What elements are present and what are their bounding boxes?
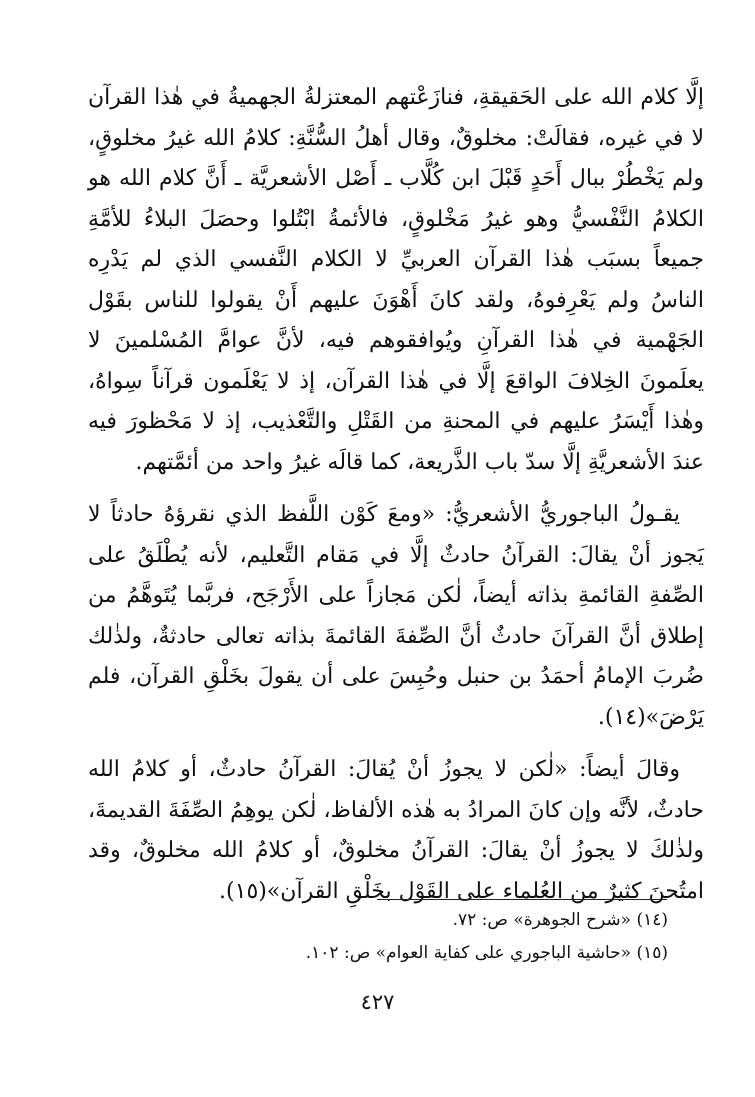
page-number: ٤٢٧ <box>360 990 395 1014</box>
footnote-divider <box>377 899 667 900</box>
paragraph-1: إلَّا كلام الله على الحَقيقةِ، فنازَعْتهم المعتزلةُ الجهميةُ في هٰذا القرآن لا في غيره، فقالَتْ: مخلوقٌ، وقال أهلُ السُّنَّةِ: كلامُ الله غيرُ مخلوقٍ، ولم يَخْطُرْ ببال أَحَدٍ قَبْلَ ابن كُلَّاب ـ أَصْل الأشعريَّة ـ أَنَّ كلام الله هو الكلامُ النَّفْسيُّ وهو غيرُ مَخْلوقٍ، فالأئمةُ ابْتُلوا وحصَلَ البلاءُ للأمَّةِ جميعاً بسبَب هٰذا القرآن العربيِّ لا الكلام النَّفسي الذي لم يَدْرِه الناسُ ولم يَعْرِفوهُ، ولقد كانَ أَهْوَنَ عليهم أَنْ يقولوا للناس بقَوْل الجَهْمية في هٰذا القرآنِ ويُوافقوهم فيه، لأنَّ عوامَّ المُسْلمينَ لا يعلَمونَ الخِلافَ الواقعَ إلَّا في هٰذا القرآن، إذ لا يَعْلَمون قرآناً سِواهُ، وهٰذا أَيْسَرُ عليهم في المحنةِ من القَتْلِ والتَّعْذيب، إذ لا مَحْظورَ فيه عندَ الأشعريَّةِ إلَّا سدّ باب الذَّريعة، كما قالَه غيرُ واحد من أئمَّتهم. <box>88 85 704 475</box>
footnote-15: (١٥) «حاشية الباجوري على كفاية العوام» ص: ١٠٢. <box>305 943 668 963</box>
paragraph-gap <box>88 738 704 750</box>
paragraph-3-bajuri-quote: وقالَ أيضاً: «لٰكن لا يجوزُ أنْ يُقالَ: القرآنُ حادثٌ، أو كلامُ الله حادثٌ، لأنَّه وإن كانَ المرادُ به هٰذه الألفاظ، لٰكن يوهِمُ الصِّفَةَ القديمةَ، ولذٰلكَ لا يجوزُ أنْ يقالَ: القرآنُ مخلوقٌ، أو كلامُ الله مخلوقٌ، وقد امتُحنَ كثيرٌ من العُلماء على القَوْل بخَلْقِ القرآن»(١٥). <box>88 757 704 904</box>
footnotes <box>88 904 668 970</box>
footnote-14: (١٤) «شرح الجوهرة» ص: ٧٢. <box>452 910 668 930</box>
paragraph-2-bajuri-quote: يقـولُ الباجوريُّ الأشعريُّ: «ومعَ كَوْن اللَّفظ الذي نقرؤهُ حادثاً لا يَجوز أنْ يقالَ: القرآنُ حادثٌ إلَّا في مَقام التَّعليم، لأنه يُطْلَقُ على الصِّفةِ القائمةِ بذاته أيضاً، لٰكن مَجازاً على الأَرْجَح، فربَّما يُتَوهَّمُ من إطلاق أنَّ القرآنَ حادثٌ أنَّ الصِّفةَ القائمةَ بذاته تعالى حادثةٌ، ولذٰلك ضُربَ الإمامُ أحمَدُ بن حنبل وحُبِسَ على أن يقولَ بخَلْقِ القرآن، فلم يَرْضَ»(١٤). <box>88 502 704 730</box>
main-text <box>88 78 704 912</box>
paragraph-gap <box>88 483 704 495</box>
